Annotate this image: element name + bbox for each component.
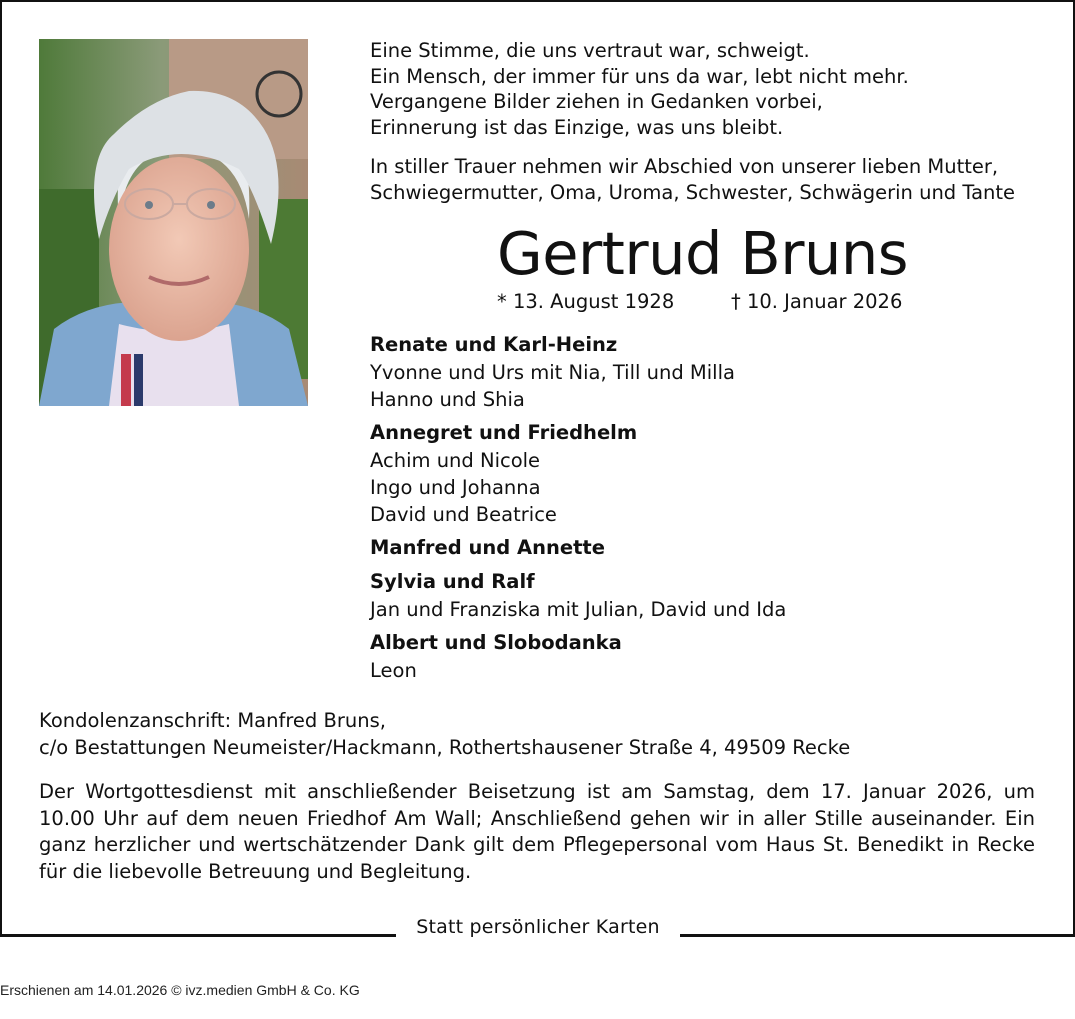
family-line: Leon: [370, 659, 417, 682]
family-line: Achim und Nicole: [370, 449, 541, 472]
portrait-photo: [39, 39, 308, 406]
footer-label: Statt persönlicher Karten: [416, 916, 660, 938]
poem-line: Erinnerung ist das Einzige, was uns bleibt.: [370, 115, 784, 139]
death-date: † 10. Januar 2026: [731, 290, 903, 313]
condolence-address: [39, 708, 850, 761]
poem-line: Eine Stimme, die uns vertraut war, schweigt.: [370, 39, 810, 62]
family-group: [370, 534, 786, 562]
family-line: Ingo und Johanna: [370, 476, 541, 499]
life-dates: [497, 289, 903, 315]
condolence-line: c/o Bestattungen Neumeister/Hackmann, Rothertshausener Straße 4, 49509 Recke: [39, 735, 851, 759]
family-group: [370, 331, 786, 413]
birth-date: * 13. August 1928: [497, 290, 675, 313]
condolence-line: Kondolenzanschrift: Manfred Bruns,: [39, 709, 386, 732]
bottom-rule-left: [0, 934, 396, 937]
intro-line: In stiller Trauer nehmen wir Abschied von unserer lieben Mutter,: [370, 155, 999, 178]
family-line: Jan und Franziska mit Julian, David und Ida: [370, 598, 787, 621]
poem-line: Ein Mensch, der immer für uns da war, lebt nicht mehr.: [370, 64, 909, 88]
family-list: [370, 331, 786, 690]
deceased-name: Gertrud Bruns: [497, 219, 909, 288]
family-group: [370, 419, 786, 528]
intro-line: Schwiegermutter, Oma, Uroma, Schwester, Schwägerin und Tante: [370, 180, 1016, 204]
family-line: David und Beatrice: [370, 503, 557, 526]
service-notice: Der Wortgottesdienst mit anschließender Beisetzung ist am Samstag, dem 17. Januar 2026, um 10.00 Uhr auf dem neuen Friedhof Am Wall; Anschließend gehen wir in aller Stille auseinander. Ein ganz herzlicher und wertschätzender Dank gilt dem Pflegepersonal vom Haus St. Benedikt in Recke für die liebevolle Betreuung und Begleitung.: [39, 780, 1035, 883]
family-head: Albert und Slobodanka: [370, 631, 622, 654]
bottom-rule-right: [680, 934, 1075, 937]
family-head: Renate und Karl-Heinz: [370, 333, 618, 356]
poem-line: Vergangene Bilder ziehen in Gedanken vorbei,: [370, 90, 823, 113]
publisher-note: Erschienen am 14.01.2026 © ivz.medien GmbH & Co. KG: [0, 982, 360, 998]
family-head: Manfred und Annette: [370, 536, 605, 559]
poem: [370, 38, 909, 140]
family-head: Sylvia und Ralf: [370, 570, 535, 593]
intro-text: [370, 154, 1015, 205]
family-group: [370, 568, 786, 623]
family-head: Annegret und Friedhelm: [370, 421, 638, 444]
family-line: Yvonne und Urs mit Nia, Till und Milla: [370, 361, 735, 384]
family-line: Hanno und Shia: [370, 388, 525, 411]
family-group: [370, 629, 786, 684]
